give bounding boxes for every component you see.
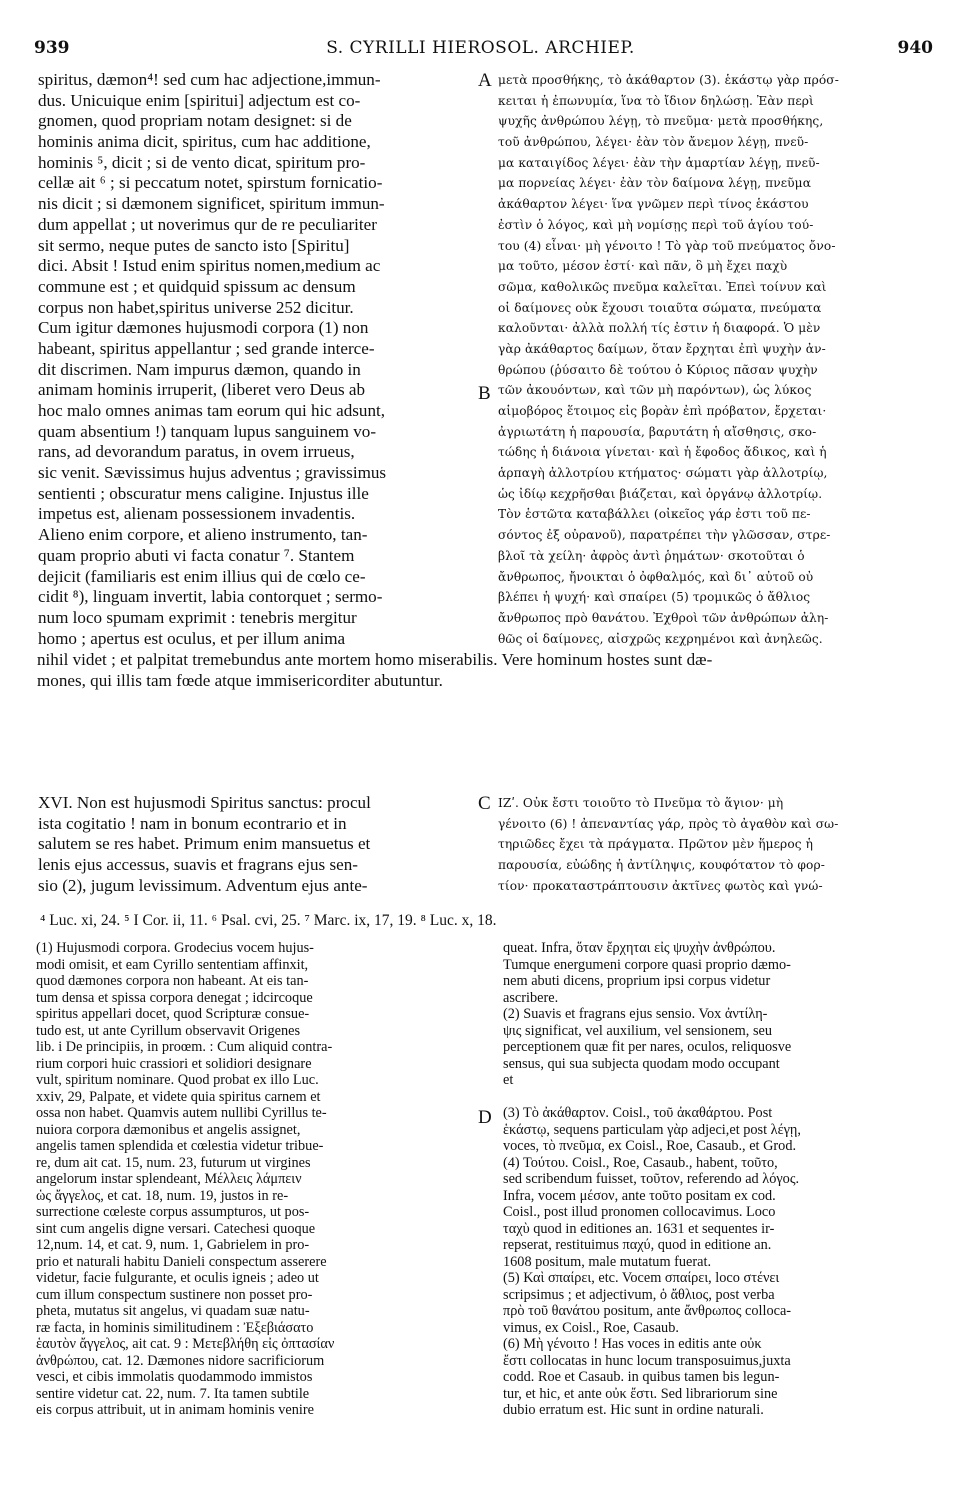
text-line: quam absentium !) tanquam lupus sanguinem vo- bbox=[38, 421, 377, 441]
text-line: ἄνθρωπος, ἤνοικται ὁ ὀφθαλμός, καὶ δι᾽ αὐτοῦ οὐ bbox=[498, 569, 814, 584]
section-marker-a: A bbox=[478, 70, 492, 91]
footnote-line: angelorum instar splendeant, Μέλλεις λάμπειν bbox=[36, 1171, 302, 1187]
text-line: sentienti ; obscuratur mens caligine. Injustus ille bbox=[38, 483, 369, 503]
footnote-line: angelis tamen splendida et cœlestia videtur tribue- bbox=[36, 1138, 324, 1154]
text-line: hominis anima dicit, spiritus, cum hac additione, bbox=[38, 132, 371, 152]
latin-column-top bbox=[38, 70, 474, 649]
text-line: sic venit. Sævissimus hujus adventus ; gravissimus bbox=[38, 463, 387, 483]
text-line: num loco spumam exprimit : tenebris mergitur bbox=[38, 607, 357, 627]
footnote-line: (5) Καὶ σπαίρει, etc. Vocem σπαίρει, loco στένει bbox=[503, 1270, 780, 1286]
text-line: ista cogitatio ! nam in bonum econtrario et in bbox=[38, 813, 347, 833]
text-line: dejicit (familiaris est enim illius qui de cœlo ce- bbox=[38, 566, 366, 586]
footnote-line: tur, et hic, et ante οὐκ ἔστι. Sed librariorum sine bbox=[503, 1385, 778, 1402]
text-line: τηριῶδες ἔχει τὰ πράγματα. Πρῶτον μὲν ἥμερος ἡ bbox=[498, 837, 814, 852]
text-line: commune est ; et quidquid spissum ac densum bbox=[38, 276, 356, 296]
page-header bbox=[28, 38, 933, 62]
text-line: μα πορνείας λέγει· ἐὰν τὸν δαίμονα λέγῃ, πνεῦμα bbox=[498, 176, 812, 191]
footnote-line: ὡς ἄγγελος, et cat. 18, num. 19, justos in re- bbox=[36, 1187, 289, 1204]
page-number-right: 940 bbox=[897, 38, 933, 58]
text-line: ἐστὶν ὁ λόγος, καὶ μὴ νομίσῃς περὶ τοῦ ἁγίου τού- bbox=[498, 217, 814, 232]
scripture-references: ⁴ Luc. xi, 24. ⁵ I Cor. ii, 11. ⁶ Psal. cvi, 25. ⁷ Marc. ix, 17, 19. ⁸ Luc. x, 18. bbox=[40, 912, 497, 929]
footnote-line: surrectione cœleste corpus assumpturos, ut pos- bbox=[36, 1204, 310, 1220]
full-line: nihil videt ; et palpitat tremebundus ante mortem homo miserabilis. Vere hominum hostes sunt dæ- bbox=[37, 650, 713, 669]
latin-column-section-xvi bbox=[38, 793, 474, 896]
text-line: dit discrimen. Nam impurus dæmon, quando in bbox=[38, 359, 361, 379]
footnote-line: ἔστι collocatas in hunc locum transposuimus,juxta bbox=[503, 1352, 791, 1369]
text-line: Alieno enim corpore, et alieno instrumento, tan- bbox=[38, 525, 368, 545]
text-line: dum appellat ; ut noverimus qur de re peculiariter bbox=[38, 214, 377, 234]
footnote-line: (1) Hujusmodi corpora. Grodecius vocem hujus- bbox=[36, 940, 314, 956]
footnote-line: scripsimus ; et adjectivum, ὁ ἄθλιος, post verba bbox=[503, 1286, 775, 1303]
text-line: μετὰ προσθήκης, τὸ ἀκάθαρτον (3). ἑκάστῳ γὰρ πρόσ- bbox=[498, 73, 839, 87]
text-line: XVI. Non est hujusmodi Spiritus sanctus: procul bbox=[38, 793, 371, 812]
footnote-line: nem abuti dicens, proprium ipsi corpus videtur bbox=[503, 973, 771, 989]
text-line: Cum igitur dæmones hujusmodi corpora (1) non bbox=[38, 318, 369, 338]
text-line: γὰρ ἀκάθαρτος δαίμων, ὅταν ἔρχηται ἐπὶ ψυχὴν ἀν- bbox=[498, 341, 826, 356]
footnote-line: repserat, restituimus παχύ, quod in editione an. bbox=[503, 1237, 772, 1253]
footnote-line: pheta, mutatus sit angelus, vi quadam suæ natu- bbox=[36, 1303, 310, 1319]
footnote-line: videtur, facie fulgurante, et oculis igneis ; adeo ut bbox=[36, 1270, 319, 1286]
footnote-line: Coisl., post illud pronomen collocavimus. Loco bbox=[503, 1204, 776, 1220]
text-line: σόντος ἐξ οὐρανοῦ), παρατρέπει τὴν γλῶσσαν, στρε- bbox=[498, 528, 831, 543]
text-line: animam hominis irruperit, (liberet vero Deus ab bbox=[38, 380, 366, 400]
text-line: rans, ad devorandum paratus, in ovem irrueus, bbox=[38, 442, 355, 462]
text-line: τίον· προκαταστράπτουσιν ἀκτῖνες φωτὸς καὶ γνώ- bbox=[498, 878, 823, 893]
footnote-line: tudo est, ut ante Cyrillum observavit Origenes bbox=[36, 1022, 301, 1039]
greek-column-section-xvi bbox=[498, 793, 930, 896]
footnote-line: ἀνθρώπου, cat. 12. Dæmones nidore sacrificiorum bbox=[36, 1352, 325, 1369]
text-line: καλοῦνται· ἀλλὰ πολλή τίς ἐστιν ἡ διαφορά. Ὁ μὲν bbox=[498, 321, 821, 336]
text-line: hoc malo omnes animas tam eorum qui hic adsunt, bbox=[38, 401, 386, 420]
text-line: habeant, spiritus appellantur ; sed grande interce- bbox=[38, 338, 375, 358]
footnote-line: nuiora corpora dæmonibus et angelis assignet, bbox=[36, 1121, 301, 1138]
footnote-line: ræ facta, in hominis similitudinem : Ἐξεβιάσατο bbox=[36, 1319, 314, 1336]
footnote-line: cum illum conspectum sustinere non posset pro- bbox=[36, 1286, 313, 1303]
text-line: ἀκάθαρτον λέγει· ἵνα γνῶμεν περὶ τίνος ἑκάστου bbox=[498, 197, 809, 212]
footnote-line: prio et naturali habitu Danieli conspectum asserere bbox=[36, 1253, 327, 1270]
footnote-line: spiritus appellari docet, quod Scripturæ consue- bbox=[36, 1006, 310, 1022]
text-line: hominis ⁵, dicit ; si de vento dicat, spiritum pro- bbox=[38, 152, 366, 172]
text-line: θρώπου (ῥύσαιτο δὲ τούτου ὁ Κύριος πᾶσαν ψυχὴν bbox=[498, 362, 818, 377]
text-line: θῶς οἱ δαίμονες, αἰσχρῶς κεχρημένοι καὶ ἀνηλεῶς. bbox=[498, 631, 823, 646]
footnote-line: Infra, vocem μέσον, ante τοῦτο positam ex cod. bbox=[503, 1187, 776, 1204]
text-line: sit sermo, neque putes de sancto isto [Spiritu] bbox=[38, 235, 350, 255]
text-line: sio (2), jugum levissimum. Adventum ejus ante- bbox=[38, 875, 368, 895]
footnote-line: 1608 positum, male mutatum fuerat. bbox=[503, 1253, 712, 1270]
full-width-text bbox=[37, 650, 927, 691]
footnote-line: ψις significat, vel auxilium, vel sensionem, seu bbox=[503, 1022, 773, 1039]
footnote-line: vult, spiritum nominare. Quod probat ex illo Luc. bbox=[36, 1072, 319, 1088]
text-line: παρουσία, εὐώδης ἡ ἀντίληψις, κουφότατον τὸ φορ- bbox=[498, 858, 825, 873]
text-line: nis dicit ; si dæmonem significet, spiritum immun- bbox=[38, 194, 385, 214]
footnote-line: perceptionem quæ fit per nares, oculos, reliquosve bbox=[503, 1039, 792, 1055]
text-line: ψυχῆς ἀνθρώπου λέγῃ, τὸ πνεῦμα· μετὰ προσθήκης, bbox=[498, 114, 824, 129]
footnote-line: vesci, et cibis immolatis quodammodo immistos bbox=[36, 1369, 313, 1385]
text-line: οἱ δαίμονες οὐκ ἔχουσι τοιαῦτα σώματα, πνεύματα bbox=[498, 300, 822, 315]
footnote-line: quod dæmones corpora non habeant. At eis tan- bbox=[36, 973, 309, 989]
footnote-line: sed scribendum fuisset, τοῦτον, referendo ad λόγος. bbox=[503, 1171, 800, 1187]
footnotes-right-column bbox=[503, 940, 923, 1419]
footnote-line: voces, τὸ πνεῦμα, ex Coisl., Roe, Casaub., et Grod. bbox=[503, 1138, 797, 1154]
text-line: ὡς ἰδίῳ κεχρῆσθαι βιάζεται, καὶ ὀργάνῳ ἀλλοτρίῳ. bbox=[498, 486, 823, 501]
footnote-line: sentire videtur cat. 22, num. 7. Ita tamen subtile bbox=[36, 1385, 310, 1402]
text-line: salutem se res habet. Primum enim mansuetus et bbox=[38, 834, 371, 854]
full-line: mones, qui illis tam fœde atque immisericorditer abutuntur. bbox=[37, 670, 443, 690]
footnote-line: πρὸ τοῦ θανάτου positum, ante ἄνθρωπος colloca- bbox=[503, 1303, 792, 1319]
footnote-line: et bbox=[503, 1072, 514, 1088]
text-line: spiritus, dæmon⁴! sed cum hac adjectione,immun- bbox=[38, 70, 381, 89]
text-line: impetus est, alienam possessionem invadentis. bbox=[38, 504, 356, 524]
page-number-left: 939 bbox=[34, 38, 70, 58]
footnote-line: tum densa et spissa corpora denegat ; idcircoque bbox=[36, 989, 313, 1006]
text-line: του (4) εἶναι· μὴ γένοιτο ! Τὸ γὰρ τοῦ πνεύματος ὄνο- bbox=[498, 238, 836, 253]
text-line: Τὸν ἑστῶτα καταβάλλει (οἰκεῖος γάρ ἐστι τοῦ πε- bbox=[498, 507, 811, 522]
text-line: τώδης ἡ διάνοια γίνεται· καὶ ἡ ἔφοδος ἄδικος, καὶ ἡ bbox=[498, 445, 827, 460]
footnote-line: (4) Τούτου. Coisl., Roe, Casaub., habent, τοῦτο, bbox=[503, 1154, 778, 1171]
footnote-line: rium corpori huic crassiori et solidiori designare bbox=[36, 1055, 312, 1072]
text-line: dus. Unicuique enim [spiritui] adjectum est co- bbox=[38, 90, 361, 110]
text-line: quam proprio abuti vi facta conatur ⁷. Stantem bbox=[38, 545, 355, 565]
footnote-line: vimus, ex Coisl., Roe, Casaub. bbox=[503, 1319, 679, 1336]
section-marker-d: D bbox=[478, 1107, 492, 1128]
text-line: dici. Absit ! Istud enim spiritus nomen,medium ac bbox=[38, 256, 381, 276]
text-line: ΙΖʹ. Οὐκ ἔστι τοιοῦτο τὸ Πνεῦμα τὸ ἅγιον· μὴ bbox=[498, 796, 784, 810]
footnote-line: ἑαυτὸν ἄγγελος, ait cat. 9 : Μετεβλήθη εἰς ὀπτασίαν bbox=[36, 1336, 335, 1352]
text-line: βλέπει ἡ ψυχή· καὶ σπαίρει (5) τρομικῶς ὁ ἄθλιος bbox=[498, 590, 811, 605]
text-line: lenis ejus accessus, suavis et fragrans ejus sen- bbox=[38, 855, 358, 875]
text-line: αἱμοβόρος ἕτοιμος εἰς βορὰν ἐπὶ πρόβατον, ἔρχεται· bbox=[498, 404, 827, 418]
section-marker-c: C bbox=[478, 793, 491, 814]
footnote-line: (3) Τὸ ἀκάθαρτον. Coisl., τοῦ ἀκαθάρτου. Post bbox=[503, 1105, 773, 1121]
footnote-line: sint cum angelis digne versari. Catechesi quoque bbox=[36, 1220, 316, 1237]
footnote-line: Tumque energumeni corpore quasi proprio dæmo- bbox=[503, 956, 791, 973]
footnote-line: ossa non habet. Quamvis autem nullibi Cyrillus te- bbox=[36, 1105, 327, 1121]
text-line: gnomen, quod propriam notam designet: si de bbox=[38, 111, 352, 131]
footnote-line: sensus, qui sua subjecta quodam modo occupant bbox=[503, 1055, 780, 1072]
footnote-line: lib. i De principiis, in proœm. : Cum aliquid contra- bbox=[36, 1039, 333, 1055]
text-line: cellæ ait ⁶ ; si peccatum notet, spirstum fornicatio- bbox=[38, 173, 383, 193]
footnote-line: (2) Suavis et fragrans ejus sensio. Vox ἀντίλη- bbox=[503, 1006, 768, 1022]
footnote-line: re, dum ait cat. 15, num. 23, futurum ut virgines bbox=[36, 1154, 311, 1171]
text-line: ἀγριωτάτη ἡ παρουσία, βαρυτάτη ἡ αἴσθησις, σκο- bbox=[498, 424, 817, 439]
greek-column-top bbox=[498, 70, 930, 649]
footnote-line: dubio erratum est. Hic sunt in ordine naturali. bbox=[503, 1402, 764, 1418]
footnote-line: queat. Infra, ὅταν ἔρχηται εἰς ψυχὴν ἀνθρώπου. bbox=[503, 940, 776, 956]
footnote-line: 12,num. 14, et cat. 9, num. 1, Gabrielem in pro- bbox=[36, 1237, 310, 1253]
text-line: homo ; apertus est oculus, et per illum anima bbox=[38, 628, 346, 648]
footnote-line: ascribere. bbox=[503, 989, 559, 1006]
text-line: cidit ⁸), linguam invertit, labia contorquet ; sermo- bbox=[38, 587, 383, 607]
footnote-line: ταχὺ quod in editiones an. 1631 et sequentes ir- bbox=[503, 1220, 775, 1237]
text-line: ἄνθρωπος πρὸ θανάτου. Ἐχθροὶ τῶν ἀνθρώπων ἀλη- bbox=[498, 610, 829, 625]
text-line: κειται ἡ ἐπωνυμία, ἵνα τὸ ἴδιον δηλώσῃ. Ἐὰν περὶ bbox=[498, 93, 814, 108]
text-line: μα τοῦτο, μέσον ἐστί· καὶ πᾶν, ὃ μὴ ἔχει παχὺ bbox=[498, 259, 788, 274]
footnote-line: modi omisit, et eam Cyrillo sententiam affinxit, bbox=[36, 956, 309, 973]
footnote-line: eis corpus attribuit, ut in animam hominis venire bbox=[36, 1402, 314, 1418]
text-line: βλοῖ τὰ χείλη· ἀφρὸς ἀντὶ ῥημάτων· σκοτοῦται ὁ bbox=[498, 548, 805, 563]
footnotes-left-column bbox=[36, 940, 471, 1419]
text-line: τοῦ ἀνθρώπου, λέγει· ἐὰν τὸν ἄνεμον λέγῃ, πνεῦ- bbox=[498, 135, 809, 150]
section-marker-b: B bbox=[478, 383, 491, 404]
footnote-line: xxiv, 29, Palpate, et videte quia spiritus carnem et bbox=[36, 1088, 321, 1105]
text-line: τῶν ἀκουόντων, καὶ τῶν μὴ παρόντων), ὡς λύκος bbox=[498, 383, 812, 398]
text-line: σῶμα, καθολικῶς πνεῦμα καλεῖται. Ἐπεὶ τοίνυν καὶ bbox=[498, 279, 827, 294]
footnote-line: codd. Roe et Casaub. in quibus tamen bis legun- bbox=[503, 1369, 780, 1385]
text-line: ἁρπαγὴ ἀλλοτρίου κτήματος· σώματι γὰρ ἀλλοτρίῳ, bbox=[498, 466, 828, 481]
footnote-line bbox=[503, 1089, 923, 1106]
text-line: corpus non habet,spiritus universe 252 dicitur. bbox=[38, 297, 354, 317]
footnote-line: ἑκάστῳ, sequens particulam γὰρ adjeci,et post λέγῃ, bbox=[503, 1121, 801, 1138]
footnote-line: (6) Μὴ γένοιτο ! Has voces in editis ante οὐκ bbox=[503, 1336, 762, 1352]
text-line: γένοιτο (6) ! ἀπεναντίας γάρ, πρὸς τὸ ἀγαθὸν καὶ σω- bbox=[498, 816, 839, 831]
running-title: S. CYRILLI HIEROSOL. ARCHIEP. bbox=[326, 38, 635, 58]
text-line: μα καταιγίδος λέγει· ἐὰν τὴν ἁμαρτίαν λέγῃ, πνεῦ- bbox=[498, 155, 820, 170]
